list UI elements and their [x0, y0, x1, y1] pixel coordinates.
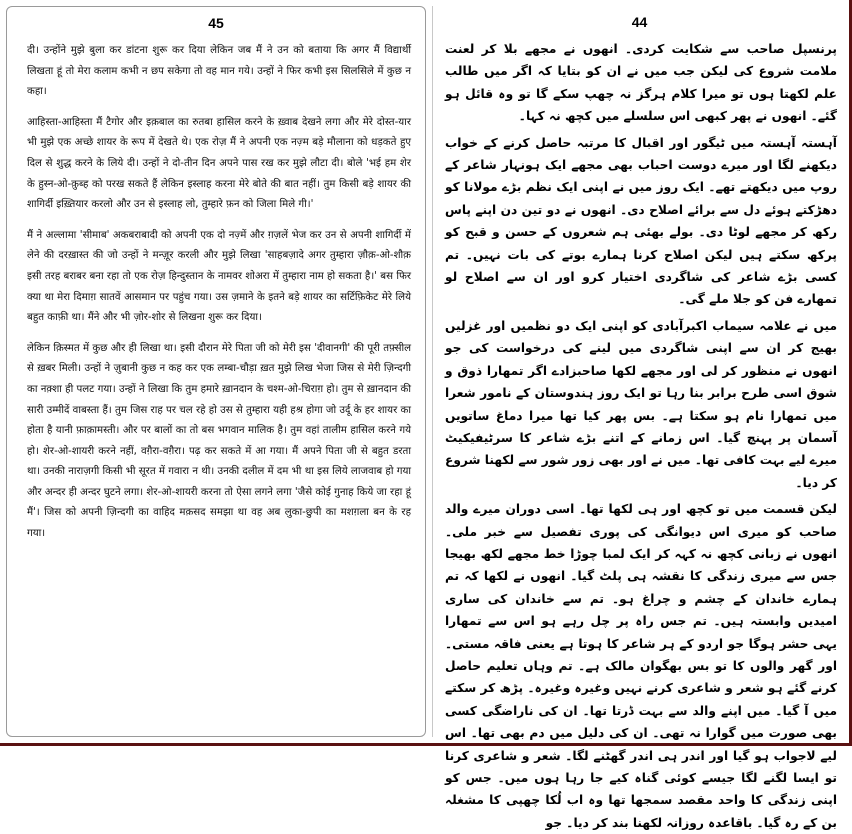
page-hindi	[6, 6, 426, 737]
paragraph: آہستہ آہستہ میں ٹیگور اور اقبال کا مرتبہ حاصل کرنے کے خواب دیکھنے لگا اور میرے دوست احباب بھی مجھے ایک ہونہار شاعر کے روپ میں دیکھتے تھے۔ ایک روز میں نے اپنی ایک نظم بڑے مولانا کو دھڑکتے ہوئے دل سے برائے اصلاح دی۔ انھوں نے دو تین دن اپنے پاس رکھ کر مجھے لوٹا دی۔ بولے بھئی ہم شعروں کے حسن و قبح کو پرکھ سکتے ہیں لیکن اصلاح کرنا ہمارے بوتے کی بات نہیں۔ تم کسی بڑے شاعر کی شاگردی اختیار کرو اور ان سے اصلاح لو تمھارے فن کو جلا ملے گی۔	[445, 135, 837, 307]
paragraph: پرنسپل صاحب سے شکایت کردی۔ انھوں نے مجھے بلا کر لعنت ملامت شروع کی لیکن جب میں نے ان کو بتایا کہ اگر میں طالب علم لکھتا ہوں تو میرا کلام ہرگز نہ چھپ سکے گا تو وہ قائل ہو گئے۔ انھوں نے پھر کبھی اس سلسلے میں کچھ نہ کہا۔	[445, 42, 837, 124]
paragraph: لیکن قسمت میں تو کچھ اور ہی لکھا تھا۔ اسی دوران میرے والد صاحب کو میری اس دیوانگی کی پوری تفصیل سے خبر ملی۔ انھوں نے زبانی کچھ نہ کہہ کر ایک لمبا چوڑا خط مجھے لکھ بھیجا جس سے میری زندگی کا نقشہ ہی پلٹ گیا۔ انھوں نے لکھا کہ تم ہمارے خاندان کے چشم و چراغ ہو۔ تم سے خاندان کی ساری امیدیں وابستہ ہیں۔ تم جس راہ پر چل رہے ہو اس سے تمھارا یہی حشر ہوگا جو اردو کے ہر شاعر کا ہوتا ہے یعنی فاقہ مستی۔ اور گھر والوں کا تو بس بھگوان مالک ہے۔ تم وہاں تعلیم حاصل کرنے گئے ہو شعر و شاعری کرنے نہیں وغیرہ وغیرہ۔ پڑھ کر سکتے میں آ گیا۔ میں اپنے والد سے بہت ڈرتا تھا۔ ان کی ناراضگی کسی بھی صورت میں گوارا نہ تھی۔ ان کی دلیل میں دم بھی تھا۔ اس لیے لاجواب ہو گیا اور اندر ہی اندر گھٹنے لگا۔ شعر و شاعری کرنا تو ایسا لگنے لگا جیسے کوئی گناہ کیے جا رہا ہوں میں۔ جس کو اپنی زندگی کا واحد مقصد سمجھا تھا وہ اب لُکا چھپی کا مشغلہ بن کے رہ گیا۔ باقاعدہ روزانہ لکھنا بند کر دیا۔ جو	[445, 502, 837, 830]
paragraph: दी। उन्होंने मुझे बुला कर डांटना शुरू कर दिया लेकिन जब मैं ने उन को बताया कि अगर मैं विद्यार्थी लिखता हूं तो मेरा कलाम कभी न छप सकेगा तो वह मान गये। उन्हों ने फिर कभी इस सिलसिले में कुछ न कहा।	[27, 45, 411, 98]
page-urdu-text	[445, 38, 837, 830]
page-number-right: 44	[631, 14, 648, 30]
page-urdu	[432, 6, 846, 830]
page-number-left: 45	[208, 15, 224, 31]
paragraph: मैं ने अल्लामा 'सीमाब' अकबराबादी को अपनी एक दो नज़्में और ग़ज़लें भेज कर उन से अपनी शागिर्दी में लेने की दरख़ास्त की जो उन्हों ने मन्ज़ूर करली और मुझे लिखा 'साहबज़ादे अगर तुम्हारा ज़ौक़-ओ-शौक़ इसी तरह बराबर बना रहा तो एक रोज़ हिन्दुस्तान के नामवर शोअरा में तुम्हारा नाम हो सकता है।' बस फिर क्या था मेरा दिमाग़ सातवें आसमान पर पहुंच गया। उस ज़माने के इतने बड़े शायर का सर्टिफ़िकेट मेरे लिये बहुत काफ़ी था। मैंने और भी ज़ोर-शोर से लिखना शुरू कर दिया।	[27, 229, 411, 324]
page-hindi-text	[27, 41, 411, 731]
paragraph: आहिस्ता-आहिस्ता मैं टैगोर और इक़बाल का रुतबा हासिल करने के ख़्वाब देखने लगा और मेरे दोस्त-यार भी मुझे एक अच्छे शायर के रूप में देखते थे। एक रोज़ मैं ने अपनी एक नज़्म बड़े मौलाना को धड़कते हुए दिल से शुद्ध करने के लिये दी। उन्हों ने दो-तीन दिन अपने पास रख कर मुझे लौटा दी। बोले 'भई हम शेर के हुस्न-ओ-क़ुब्ह को परख सकते हैं लेकिन इस्लाह करना मेरे बोते की बात नहीं। तुम किसी बड़े शायर की शागिर्दी इख़्तियार करलो और उन से इस्लाह लो, तुम्हारे फ़न को जिला मिले गी।'	[27, 116, 411, 211]
paragraph: लेकिन क़िस्मत में कुछ और ही लिखा था। इसी दौरान मेरे पिता जी को मेरी इस 'दीवानगी' की पूरी तफ़्सील से ख़बर मिली। उन्हों ने ज़ुबानी कुछ न कह कर एक लम्बा-चौड़ा ख़त मुझे लिख भेजा जिस से मेरी ज़िन्दगी का नक़्शा ही पलट गया। उन्हों ने लिखा कि तुम हमारे ख़ानदान के चश्म-ओ-चिराग़ हो। तुम से ख़ानदान की सारी उम्मीदें वाबस्ता हैं। तुम जिस राह पर चल रहे हो उस से तुम्हारा यही हश्र होगा जो उर्दू के हर शायर का होता है यानी फ़ाक़ामस्ती। और पर बालों का तो बस भगवान मालिक है। तुम वहां तालीम हासिल करने गये हो। शेर-ओ-शायरी करने नहीं, वग़ैरा-वग़ैरा। पढ़ कर सकते में आ गया। मैं अपने पिता जी से बहुत डरता था। उनकी नाराज़गी किसी भी सूरत में गवारा न थी। उनकी दलील में दम भी था इस लिये लाजवाब हो गया और अन्दर ही अन्दर घुटने लगा। शेर-ओ-शायरी करना तो ऐसा लगने लगा 'जैसे कोई गुनाह किये जा रहा हूं मैं'। जिस को अपनी ज़िन्दगी का वाहिद मक़सद समझा था वह अब लुका-छुपी का मशग़ला बन के रह गया।	[27, 342, 411, 540]
paragraph: میں نے علامہ سیماب اکبرآبادی کو اپنی ایک دو نظمیں اور غزلیں بھیج کر ان سے اپنی شاگردی میں لینے کی درخواست کی جو انھوں نے منظور کر لی اور مجھے لکھا صاحبزادے اگر تمھارا ذوق و شوق اسی طرح برابر بنا رہا تو ایک روز ہندوستان کے نامور شعرا میں تمھارا نام ہو سکتا ہے۔ بس پھر کیا تھا میرا دماغ ساتویں آسمان پر پہنچ گیا۔ اس زمانے کے اتنے بڑے شاعر کا سرٹیفیکیٹ میرے لیے بہت کافی تھا۔ میں نے اور بھی زور شور سے لکھنا شروع کر دیا۔	[445, 318, 837, 490]
